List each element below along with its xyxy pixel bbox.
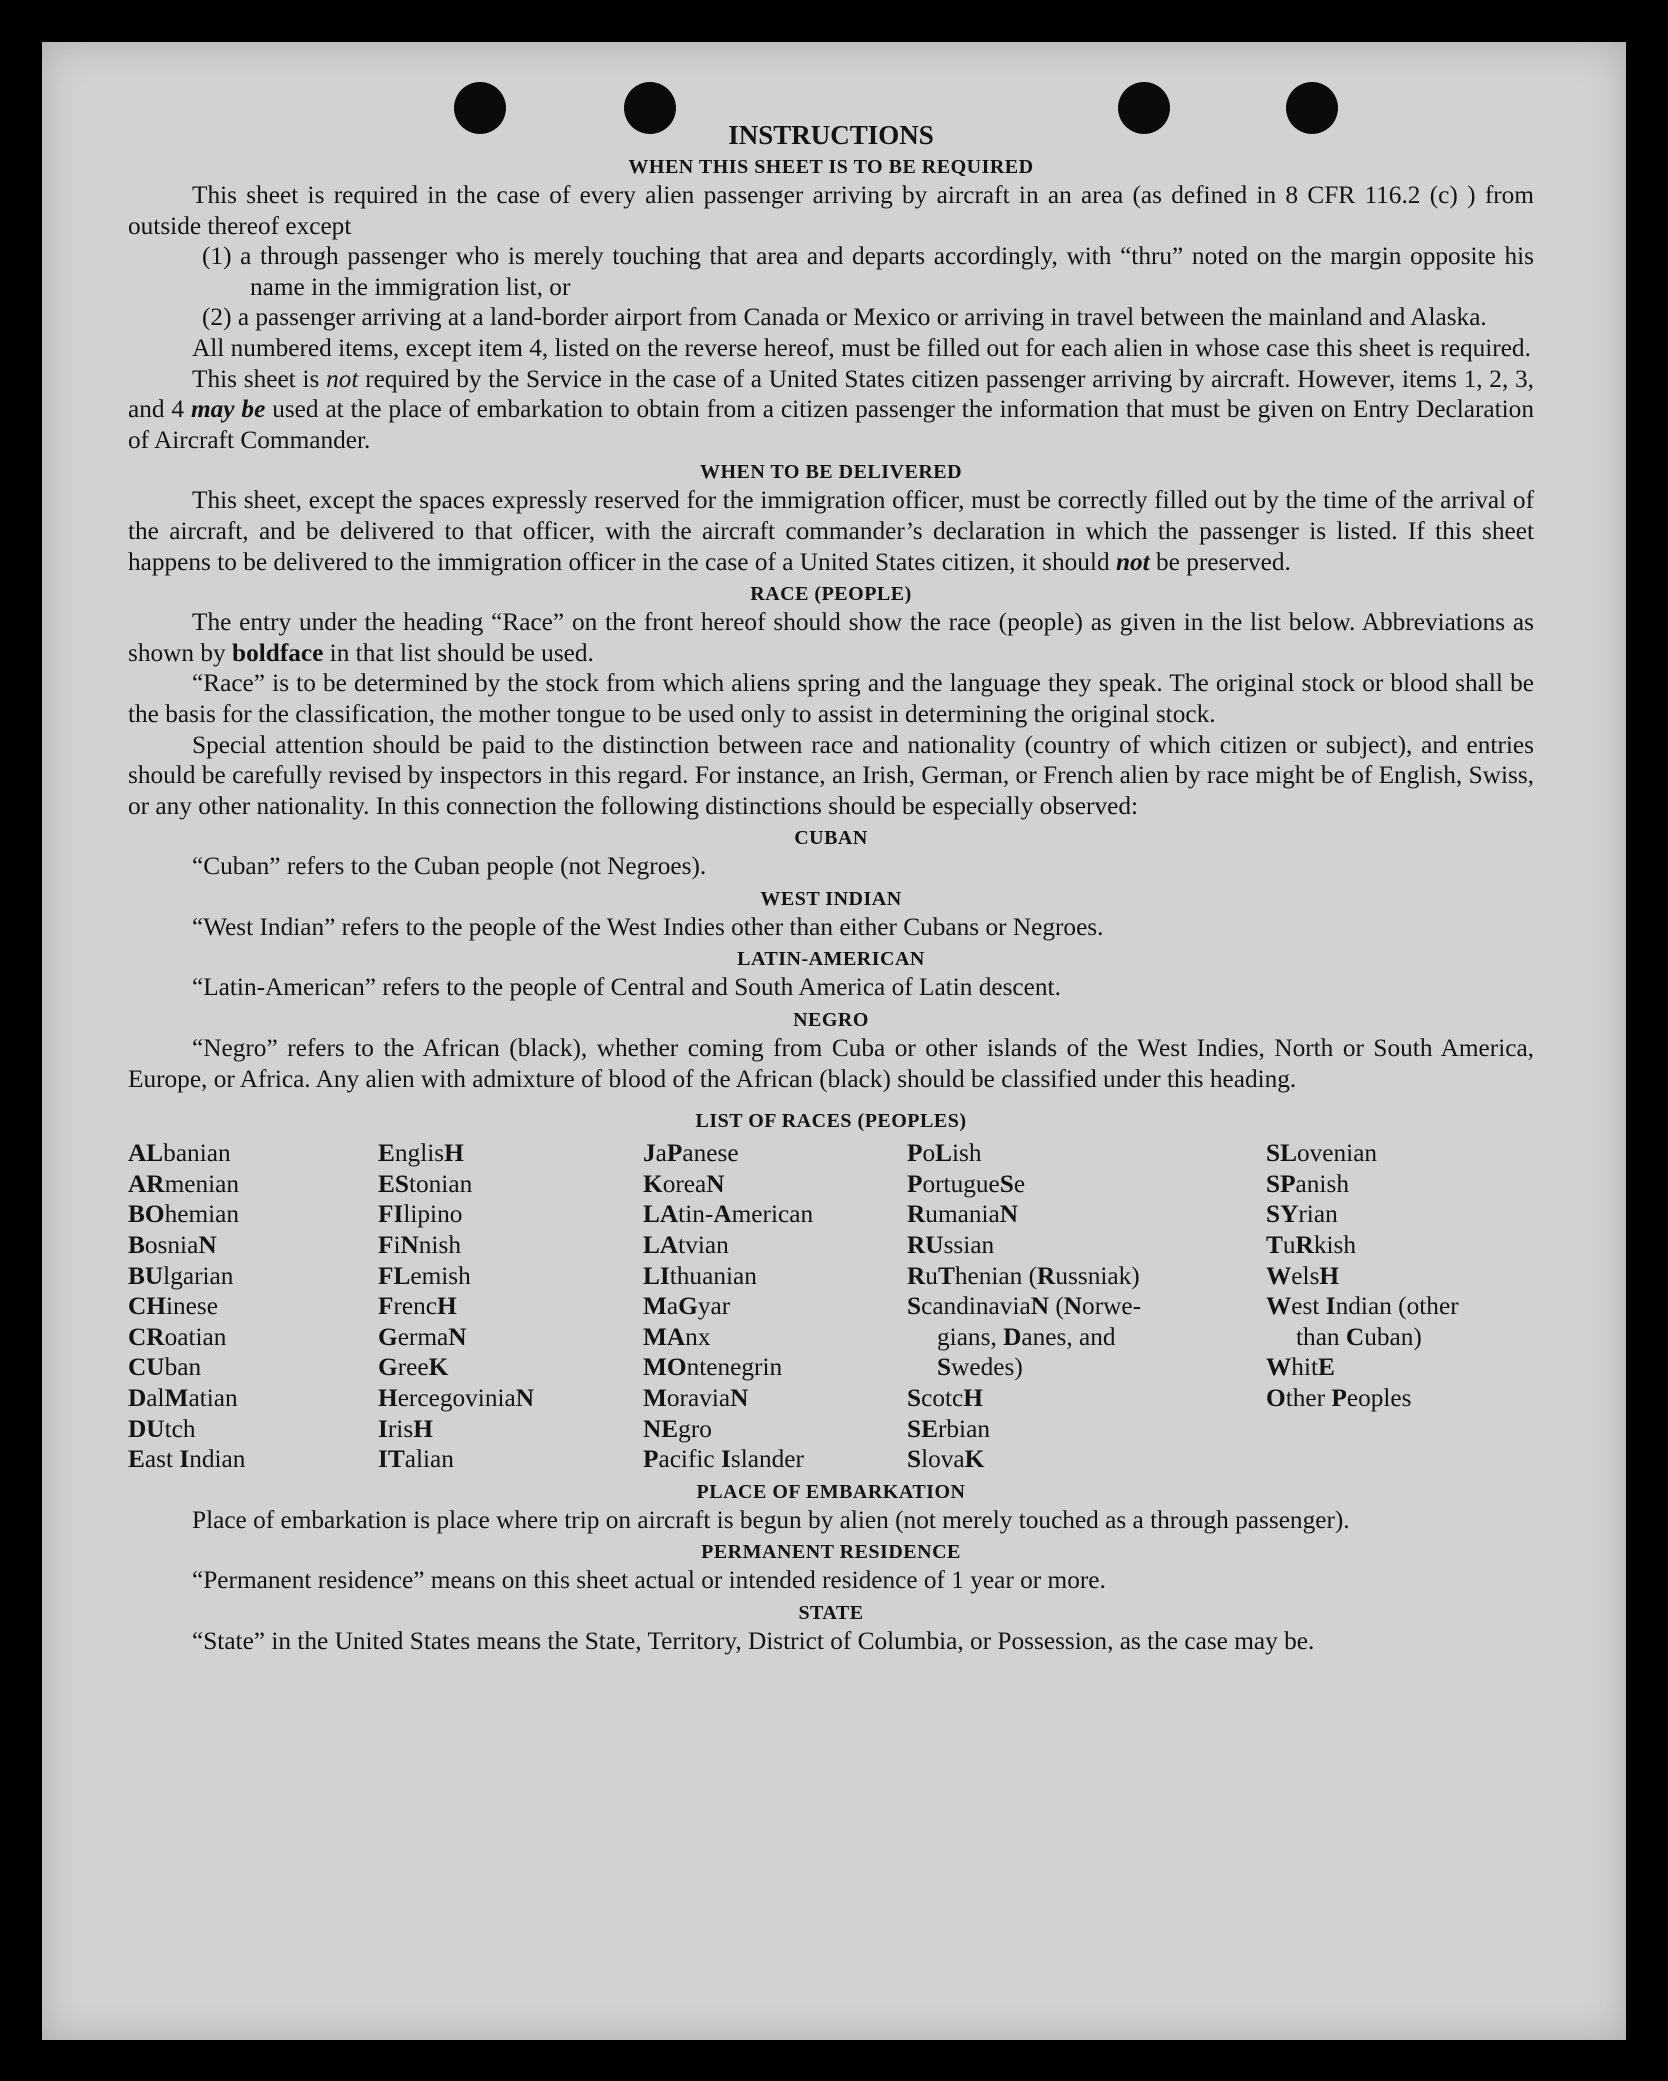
race-entry: Pacific Islander	[643, 1445, 804, 1474]
race-entry: MaGyar	[643, 1292, 731, 1321]
race-entry: MAnx	[643, 1322, 711, 1351]
paragraph: This sheet is required in the case of every alien passenger arriving by aircraft in an area (as defined in 8 CFR 116.2 (c) ) from outside thereof except	[128, 181, 1534, 240]
race-column	[643, 1138, 907, 1475]
race-entry: IrisH	[378, 1414, 433, 1443]
paragraph: This sheet is not required by the Service in the case of a United States citizen passenger arriving by aircraft. However, items 1, 2, 3, and 4 may be used at the place of embarkation to obtain from a citizen passenger the information that must be given on Entry Declaration of Aircraft Commander.	[128, 364, 1535, 454]
paragraph: “Permanent residence” means on this sheet actual or intended residence of 1 year or more.	[192, 1566, 1106, 1595]
heading-when-delivered: WHEN TO BE DELIVERED	[699, 461, 963, 484]
race-entry: RUssian	[907, 1231, 995, 1260]
heading-when-required: WHEN THIS SHEET IS TO BE REQUIRED	[628, 156, 1034, 178]
race-entry: CRoatian	[128, 1322, 227, 1351]
race-entry: ARmenian	[128, 1169, 240, 1198]
race-entry: EnglisH	[378, 1139, 464, 1168]
heading-race: RACE (PEOPLE)	[750, 583, 912, 606]
instructions-body	[128, 120, 1534, 1657]
race-entry: GreeK	[378, 1353, 449, 1382]
heading-negro: NEGRO	[793, 1009, 869, 1032]
race-entry: FiNnish	[378, 1231, 461, 1260]
race-list	[128, 1138, 1534, 1475]
race-entry: FLemish	[378, 1261, 471, 1290]
race-entry: FrencH	[378, 1292, 457, 1321]
paragraph: “Cuban” refers to the Cuban people (not Negroes).	[192, 852, 707, 881]
race-entry: West Indian (other	[1266, 1292, 1459, 1321]
race-entry: DalMatian	[128, 1384, 238, 1412]
list-item: (2) a passenger arriving at a land-border airport from Canada or Mexico or arriving in travel between the mainland and Alaska.	[202, 303, 1487, 332]
heading-latin-american: LATIN-AMERICAN	[737, 948, 925, 971]
paragraph: “Latin-American” refers to the people of Central and South America of Latin descent.	[192, 973, 1061, 1002]
race-entry: HercegoviniaN	[378, 1384, 535, 1412]
race-column	[378, 1138, 643, 1475]
heading-list-of-races: LIST OF RACES (PEOPLES)	[695, 1110, 967, 1133]
race-entry: BosniaN	[128, 1231, 217, 1260]
page-title: INSTRUCTIONS	[728, 120, 934, 150]
paragraph: Special attention should be paid to the distinction between race and nationality (country of which citizen or subject), and entries should be carefully revised by inspectors in this regard. For instance, an Irish, German, or French alien by race might be of English, Swiss, or any other nationality. In this connection the following distinctions should be especially observed:	[128, 730, 1534, 820]
race-entry: SLovenian	[1266, 1139, 1378, 1168]
race-entry: MOntenegrin	[643, 1353, 783, 1382]
race-entry: NEgro	[643, 1414, 712, 1443]
race-entry: than Cuban)	[1296, 1322, 1422, 1351]
race-entry: GermaN	[378, 1322, 467, 1351]
race-entry: LIthuanian	[643, 1261, 757, 1290]
race-entry: LAtvian	[643, 1231, 729, 1260]
race-entry: SYrian	[1266, 1200, 1338, 1229]
race-entry: PortugueSe	[907, 1169, 1026, 1198]
race-entry: BUlgarian	[128, 1261, 234, 1290]
race-entry: WelsH	[1266, 1261, 1340, 1290]
race-entry: LAtin-American	[643, 1200, 814, 1229]
document-page	[42, 42, 1626, 2040]
race-entry: FIlipino	[378, 1200, 463, 1229]
race-entry: East Indian	[128, 1445, 246, 1474]
race-entry: ScotcH	[907, 1384, 983, 1412]
race-column	[907, 1138, 1266, 1475]
paragraph: This sheet, except the spaces expressly reserved for the immigration officer, must be correctly filled out by the time of the arrival of the aircraft, and be delivered to that officer, with the aircraft commander’s declaration in which the passenger is listed. If this sheet happens to be delivered to the immigration officer in the case of a United States citizen, it should not be preserved.	[128, 486, 1534, 576]
paragraph: “Race” is to be determined by the stock from which aliens spring and the language they speak. The original stock or blood shall be the basis for the classification, the mother tongue to be used only to assist in determining the original stock.	[128, 669, 1534, 728]
heading-state: STATE	[798, 1601, 864, 1624]
race-entry: SErbian	[907, 1414, 990, 1443]
heading-cuban: CUBAN	[794, 827, 868, 850]
race-entry: CHinese	[128, 1292, 218, 1321]
race-column	[128, 1138, 378, 1475]
race-entry: Swedes)	[937, 1353, 1023, 1382]
race-entry: TuRkish	[1266, 1231, 1357, 1260]
race-entry: ScandinaviaN (Norwe-	[907, 1292, 1142, 1321]
race-entry: SPanish	[1266, 1169, 1349, 1198]
race-entry: KoreaN	[643, 1169, 725, 1198]
race-entry: BOhemian	[128, 1200, 240, 1229]
paragraph: Place of embarkation is place where trip on aircraft is begun by alien (not merely touched as a through passenger).	[192, 1505, 1350, 1534]
paragraph: “State” in the United States means the State, Territory, District of Columbia, or Possession, as the case may be.	[192, 1626, 1315, 1655]
race-entry: ALbanian	[128, 1139, 231, 1168]
paragraph: All numbered items, except item 4, listed on the reverse hereof, must be filled out for each alien in whose case this sheet is required.	[192, 333, 1531, 362]
paragraph: “Negro” refers to the African (black), whether coming from Cuba or other islands of the West Indies, North or South America, Europe, or Africa. Any alien with admixture of blood of the African (black) should be classified under this heading.	[128, 1034, 1534, 1093]
race-entry: CUban	[128, 1353, 202, 1382]
heading-permanent-residence: PERMANENT RESIDENCE	[701, 1541, 961, 1564]
race-entry: RuThenian (Russniak)	[907, 1261, 1140, 1290]
race-entry: EStonian	[378, 1169, 473, 1198]
list-item: (1) a through passenger who is merely touching that area and departs accordingly, with “thru” noted on the margin opposite his name in the immigration list, or	[202, 242, 1534, 301]
paragraph: The entry under the heading “Race” on the front hereof should show the race (people) as given in the list below. Abbreviations as shown by boldface in that list should be used.	[128, 608, 1534, 667]
race-entry: Other Peoples	[1266, 1384, 1412, 1412]
heading-west-indian: WEST INDIAN	[760, 887, 902, 910]
race-entry: MoraviaN	[643, 1384, 749, 1412]
race-entry: DUtch	[128, 1414, 196, 1443]
race-entry: gians, Danes, and	[937, 1322, 1116, 1351]
heading-embarkation: PLACE OF EMBARKATION	[696, 1480, 966, 1503]
race-entry: SlovaK	[907, 1445, 985, 1474]
race-column	[1266, 1138, 1526, 1475]
race-entry: ITalian	[378, 1445, 454, 1474]
race-entry: RumaniaN	[907, 1200, 1019, 1229]
race-entry: PoLish	[907, 1139, 982, 1168]
race-entry: JaPanese	[643, 1139, 739, 1168]
race-entry: WhitE	[1266, 1353, 1335, 1382]
paragraph: “West Indian” refers to the people of the West Indies other than either Cubans or Negroes.	[192, 912, 1104, 941]
